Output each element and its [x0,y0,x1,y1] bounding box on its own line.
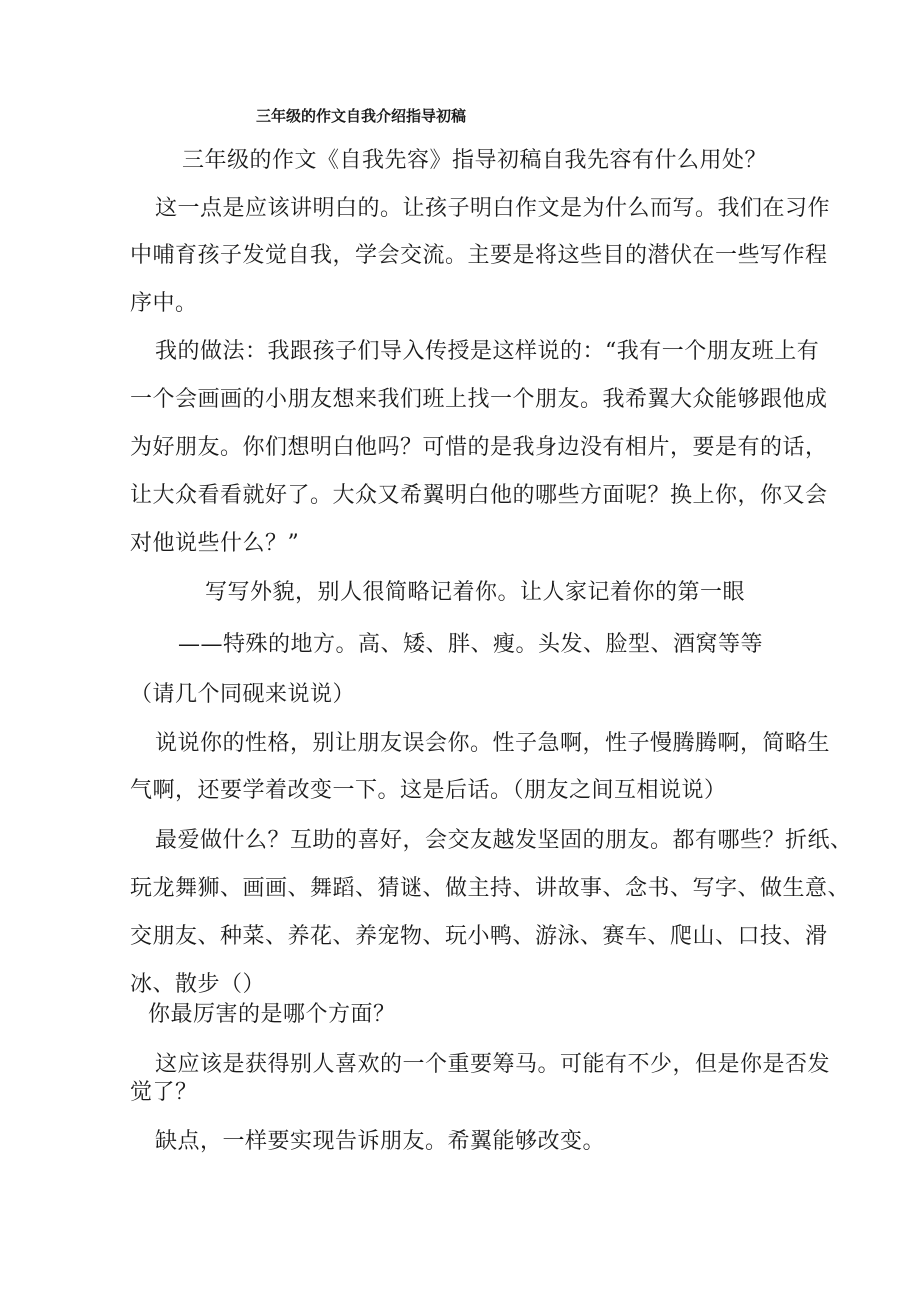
paragraph-line: 让大众看看就好了。大众又希翼明白他的哪些方面呢？换上你，你又会 [130,483,828,508]
paragraph-line: 中哺育孩子发觉自我，学会交流。主要是将这些目的潜伏在一些写作程 [130,243,828,268]
paragraph-line: 这一点是应该讲明白的。让孩子明白作文是为什么而写。我们在习作 [155,196,831,221]
paragraph-line: 气啊，还要学着改变一下。这是后话。（朋友之间互相说说） [130,778,727,803]
paragraph-line: ——特殊的地方。高、矮、胖、瘦。头发、脸型、酒窝等等 [178,632,764,657]
paragraph-line: 玩龙舞狮、画画、舞蹈、猜谜、做主持、讲故事、念书、写字、做生意、 [130,876,851,901]
paragraph-line: 序中。 [130,291,198,316]
paragraph-line: 为好朋友。你们想明白他吗？可惜的是我身边没有相片，要是有的话， [130,435,828,460]
paragraph-line: 我的做法：我跟孩子们导入传授是这样说的：“我有一个朋友班上有 [155,339,820,364]
paragraph-line: 说说你的性格，别让朋友误会你。性子急啊，性子慢腾腾啊，简略生 [155,731,831,756]
paragraph-line: 你最厉害的是哪个方面？ [148,1002,396,1027]
document-title: 三年级的作文自我介绍指导初稿 [256,107,467,125]
paragraph-line: 交朋友、种菜、养花、养宠物、玩小鸭、游泳、赛车、爬山、口技、滑 [130,924,828,949]
paragraph-line: 写写外貌，别人很简略记着你。让人家记着你的第一眼 [205,580,746,605]
paragraph-line: 这应该是获得别人喜欢的一个重要筹马。可能有不少，但是你是否发 [155,1052,831,1077]
paragraph-line: （请几个同砚来说说） [130,682,356,707]
paragraph-line: 冰、散步（） [130,972,266,997]
paragraph-line: 最爱做什么？互助的喜好，会交友越发坚固的朋友。都有哪些？折纸、 [155,828,853,853]
paragraph-line: 觉了？ [130,1080,198,1105]
paragraph-line: 一个会画画的小朋友想来我们班上找一个朋友。我希翼大众能够跟他成 [130,387,828,412]
paragraph-line: 对他说些什么？” [130,531,300,556]
paragraph-line: 三年级的作文《自我先容》指导初稿自我先容有什么用处？ [182,148,768,173]
paragraph-line: 缺点，一样要实现告诉朋友。希翼能够改变。 [155,1129,606,1154]
